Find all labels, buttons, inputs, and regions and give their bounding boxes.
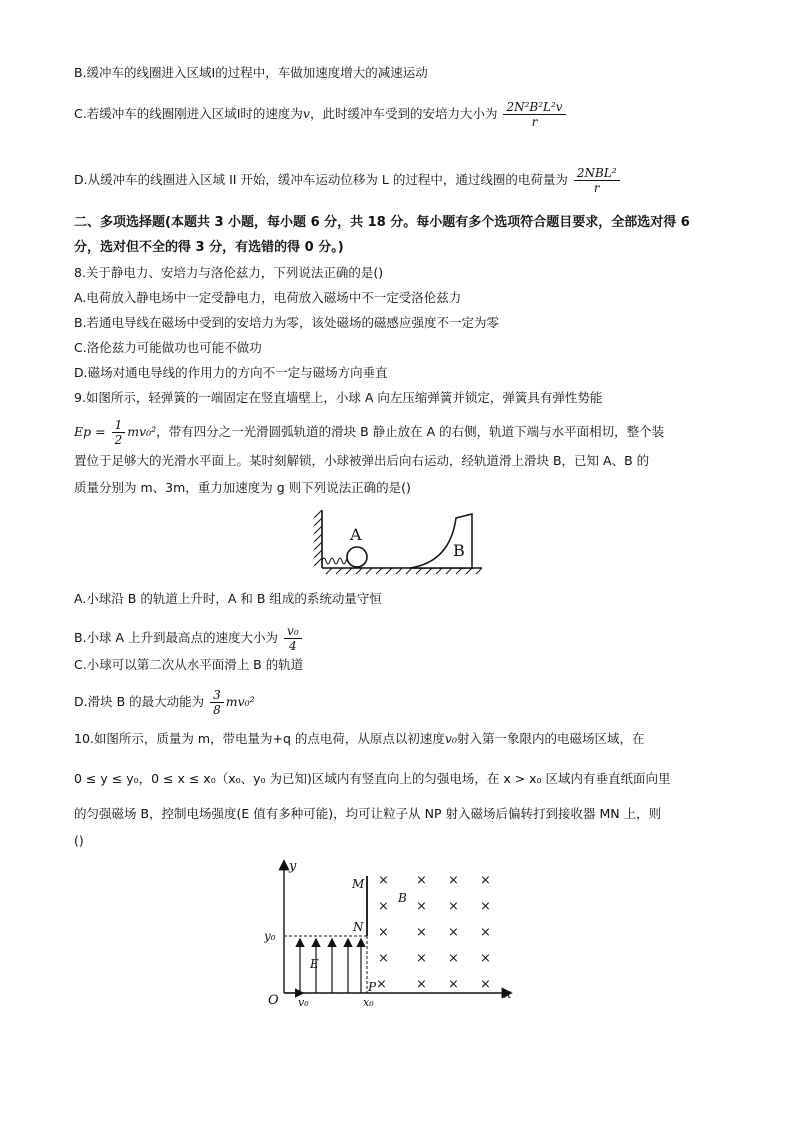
q10-stem-1	[74, 730, 645, 748]
svg-text:×: ×	[376, 977, 387, 992]
ep-symbol: Ep =	[74, 424, 106, 439]
spring-ball-track-figure	[310, 506, 490, 580]
x-axis-label: x	[504, 987, 512, 1002]
charge-fraction	[574, 166, 620, 195]
fraction-denominator: r	[593, 181, 600, 195]
v0-label: v₀	[298, 996, 309, 1006]
y-axis-label: y	[289, 859, 297, 874]
q10-stem-1a: 10.如图所示，质量为 m，带电量为+q 的点电荷，从原点以初速度	[74, 731, 445, 746]
m-label: M	[352, 877, 365, 891]
fraction-numerator: 2N²B²L²v	[503, 100, 565, 115]
fraction-denominator: 8	[213, 703, 221, 717]
svg-text:×: ×	[480, 899, 491, 914]
energy-fraction	[210, 688, 224, 717]
svg-text:×: ×	[416, 925, 427, 940]
svg-text:×: ×	[480, 977, 491, 992]
q9-option-b	[74, 624, 304, 653]
label-b: B	[453, 541, 465, 560]
q9-stem-2	[74, 418, 664, 447]
q9-stem-2-text: ，带有四分之一光滑圆弧轨道的滑块 B 静止放在 A 的右侧，轨道下端与水平面相切，整个装	[156, 424, 665, 439]
velocity-fraction	[284, 624, 302, 653]
svg-text:×: ×	[480, 951, 491, 966]
label-a: A	[350, 525, 362, 544]
fraction-denominator: r	[531, 115, 538, 129]
q8-option-d: D.磁场对通电导线的作用力的方向不一定与磁场方向垂直	[74, 365, 388, 380]
e-label: E	[310, 957, 319, 971]
n-label: N	[353, 920, 364, 934]
origin-label: O	[268, 993, 279, 1006]
x0-label: x₀	[363, 996, 374, 1006]
ep-tail: mv₀²	[127, 424, 157, 439]
q9-stem-3: 置位于足够大的光滑水平面上。某时刻解锁，小球被弹出后向右运动，经轨道滑上滑块 B，已知 A、B 的	[74, 453, 650, 468]
q8-option-b: B.若通电导线在磁场中受到的安培力为零，该处磁场的磁感应强度不一定为零	[74, 315, 500, 330]
q9-option-a: A.小球沿 B 的轨道上升时，A 和 B 组成的系统动量守恒	[74, 591, 382, 606]
q9-option-d-text: D.滑块 B 的最大动能为	[74, 694, 205, 709]
ground-hatching	[326, 568, 482, 574]
svg-text:×: ×	[448, 925, 459, 940]
q9-option-d	[74, 688, 255, 717]
fraction-denominator: 4	[289, 639, 297, 653]
fraction-numerator: 3	[210, 688, 224, 703]
fraction-numerator: v₀	[284, 624, 302, 639]
option-b: B.缓冲车的线圈进入区域Ⅰ的过程中，车做加速度增大的减速运动	[74, 65, 428, 80]
v0-symbol: v₀	[444, 731, 457, 746]
em-field-figure	[264, 856, 524, 1006]
q8-option-a: A.电荷放入静电场中一定受静电力，电荷放入磁场中不一定受洛伦兹力	[74, 290, 462, 305]
q10-stem-3: 的匀强磁场 B，控制电场强度(E 值有多种可能)，均可让粒子从 NP 射入磁场后偏转打到接收器 MN 上，则	[74, 806, 662, 821]
svg-text:×: ×	[416, 873, 427, 888]
half-fraction	[112, 418, 126, 447]
b-label: B	[398, 891, 407, 905]
p-label: P	[368, 980, 377, 994]
svg-text:×: ×	[480, 873, 491, 888]
svg-text:×: ×	[416, 899, 427, 914]
section-heading-1: 二、多项选择题(本题共 3 小题，每小题 6 分，共 18 分。每小题有多个选项符合题目要求，全部选对得 6	[74, 215, 690, 230]
svg-text:×: ×	[448, 951, 459, 966]
energy-tail: mv₀²	[225, 694, 255, 709]
q10-stem-1b: 射入第一象限内的电磁场区域，在	[457, 731, 645, 746]
q8-stem: 8.关于静电力、安培力与洛伦兹力，下列说法正确的是()	[74, 265, 384, 280]
fraction-numerator: 2NBL²	[574, 166, 620, 181]
y0-label: y₀	[264, 929, 276, 943]
option-c-text-mid: ，此时缓冲车受到的安培力大小为	[309, 106, 498, 121]
ampere-force-fraction	[503, 100, 565, 129]
svg-text:×: ×	[416, 977, 427, 992]
svg-text:×: ×	[480, 925, 491, 940]
velocity-symbol: v	[302, 106, 310, 121]
svg-text:×: ×	[448, 977, 459, 992]
section-heading-2: 分，选对但不全的得 3 分，有选错的得 0 分。)	[74, 240, 344, 255]
q9-stem-4: 质量分别为 m、3m，重力加速度为 g 则下列说法正确的是()	[74, 480, 411, 495]
svg-text:×: ×	[378, 925, 389, 940]
fraction-denominator: 2	[114, 433, 123, 447]
option-c	[74, 100, 568, 129]
svg-text:×: ×	[448, 899, 459, 914]
q9-option-b-text: B.小球 A 上升到最高点的速度大小为	[74, 630, 279, 645]
svg-text:×: ×	[416, 951, 427, 966]
svg-text:×: ×	[378, 899, 389, 914]
ball-a	[347, 547, 367, 567]
option-d	[74, 166, 622, 195]
svg-text:×: ×	[448, 873, 459, 888]
q9-option-c: C.小球可以第二次从水平面滑上 B 的轨道	[74, 657, 304, 672]
q10-stem-2: 0 ≤ y ≤ y₀，0 ≤ x ≤ x₀（x₀、y₀ 为已知)区域内有竖直向上的匀强电场，在 x > x₀ 区域内有垂直纸面向里	[74, 771, 671, 786]
svg-text:×: ×	[378, 951, 389, 966]
option-c-text: C.若缓冲车的线圈刚进入区域Ⅰ时的速度为	[74, 106, 303, 121]
fraction-numerator: 1	[112, 418, 126, 433]
magnetic-field-crosses	[376, 873, 491, 992]
svg-text:×: ×	[378, 873, 389, 888]
option-d-text: D.从缓冲车的线圈进入区域 II 开始，缓冲车运动位移为 L 的过程中，通过线圈的电荷量为	[74, 172, 568, 187]
q10-stem-4: ()	[74, 833, 84, 848]
q8-option-c: C.洛伦兹力可能做功也可能不做功	[74, 340, 262, 355]
q9-stem-1: 9.如图所示，轻弹簧的一端固定在竖直墙壁上，小球 A 向左压缩弹簧并锁定，弹簧具有弹性势能	[74, 390, 603, 405]
